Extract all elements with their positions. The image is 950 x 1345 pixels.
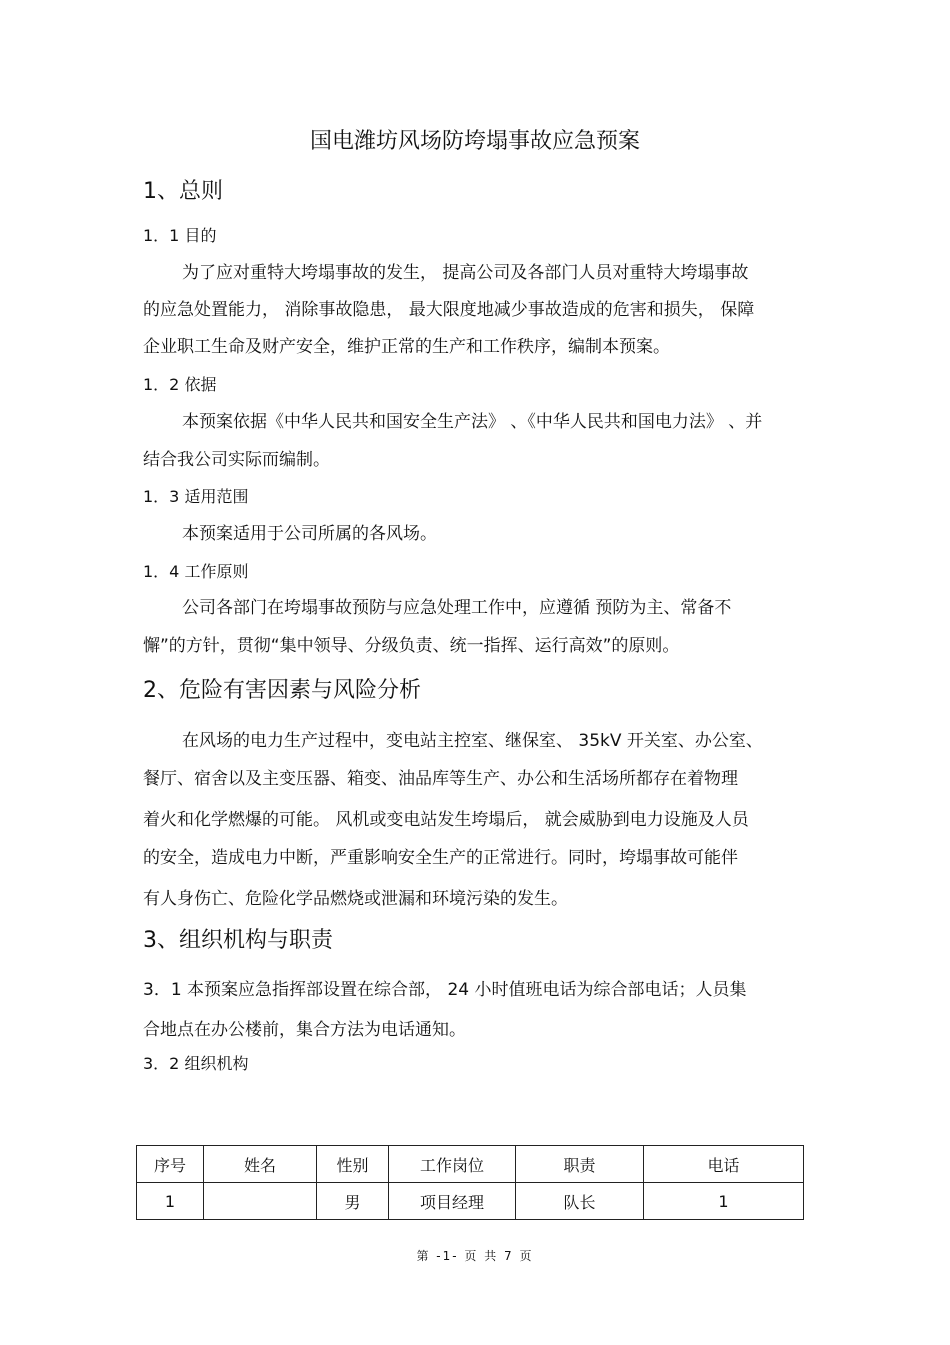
table-header-cell: 职责 [516,1146,644,1183]
section-1-1-heading: 1．1 目的 [143,226,217,245]
paragraph-line: 公司各部门在垮塌事故预防与应急处理工作中，应遵循 预防为主、常备不 [182,598,732,618]
table-cell [204,1183,317,1220]
paragraph-line: 的应急处置能力， 消除事故隐患， 最大限度地减少事故造成的危害和损失， 保障 [143,300,755,320]
section-1-4-heading: 1．4 工作原则 [143,562,249,581]
paragraph-line: 3．1 本预案应急指挥部设置在综合部， 24 小时值班电话为综合部电话；人员集 [143,980,747,1000]
table-header-row [137,1146,804,1183]
paragraph-line: 企业职工生命及财产安全，维护正常的生产和工作秩序，编制本预案。 [143,337,670,357]
table-header-cell: 工作岗位 [389,1146,516,1183]
paragraph-line: 在风场的电力生产过程中，变电站主控室、继保室、 35kV 开关室、办公室、 [182,731,763,751]
paragraph-line: 懈”的方针，贯彻“集中领导、分级负责、统一指挥、运行高效”的原则。 [143,636,680,656]
table-header-cell: 电话 [644,1146,804,1183]
table-cell: 男 [317,1183,389,1220]
paragraph-line: 为了应对重特大垮塌事故的发生， 提高公司及各部门人员对重特大垮塌事故 [182,263,749,283]
table-row [137,1183,804,1220]
section-1-2-heading: 1．2 依据 [143,375,217,394]
table-cell: 1 [137,1183,204,1220]
paragraph-line: 本预案依据《中华人民共和国安全生产法》 、《中华人民共和国电力法》 、并 [182,412,763,432]
organization-table [136,1145,804,1220]
paragraph-line: 有人身伤亡、危险化学品燃烧或泄漏和环境污染的发生。 [143,889,568,909]
paragraph-line: 本预案适用于公司所属的各风场。 [182,524,437,544]
section-1-3-heading: 1．3 适用范围 [143,487,249,506]
paragraph-line: 合地点在办公楼前，集合方法为电话通知。 [143,1020,466,1040]
paragraph-line: 结合我公司实际而编制。 [143,450,330,470]
paragraph-line: 餐厅、宿舍以及主变压器、箱变、油品库等生产、办公和生活场所都存在着物理 [143,769,738,789]
table-cell: 队长 [516,1183,644,1220]
section-3-heading: 3、组织机构与职责 [143,928,333,953]
paragraph-line: 的安全，造成电力中断，严重影响安全生产的正常进行。同时，垮塌事故可能伴 [143,848,738,868]
table-cell: 1 [644,1183,804,1220]
page-footer: 第 -1- 页 共 7 页 [416,1249,534,1263]
table-header-cell: 序号 [137,1146,204,1183]
document-title: 国电潍坊风场防垮塌事故应急预案 [309,129,640,154]
table-cell: 项目经理 [389,1183,516,1220]
section-2-heading: 2、危险有害因素与风险分析 [143,678,421,703]
paragraph-line: 着火和化学燃爆的可能。 风机或变电站发生垮塌后， 就会威胁到电力设施及人员 [143,810,749,830]
section-1-heading: 1、总则 [143,179,223,204]
table-header-cell: 性别 [317,1146,389,1183]
table-header-cell: 姓名 [204,1146,317,1183]
section-3-2-heading: 3．2 组织机构 [143,1054,249,1073]
